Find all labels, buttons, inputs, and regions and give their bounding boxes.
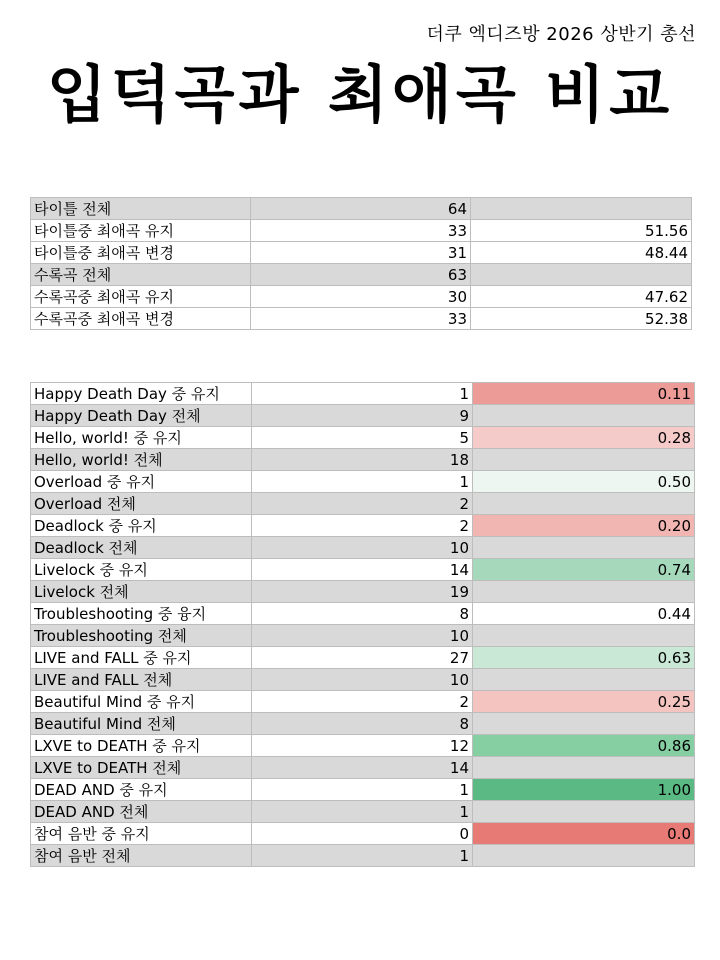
album-ratio: [473, 405, 695, 427]
album-ratio: [473, 581, 695, 603]
album-count: 0: [252, 823, 473, 845]
album-row: [31, 647, 695, 669]
album-count: 1: [252, 471, 473, 493]
album-count: 18: [252, 449, 473, 471]
page-subtitle: 더쿠 엑디즈방 2026 상반기 총선: [426, 24, 696, 45]
album-label: Beautiful Mind 중 유지: [31, 691, 252, 713]
album-row: [31, 625, 695, 647]
album-ratio: [473, 537, 695, 559]
album-ratio: [473, 625, 695, 647]
album-row: [31, 669, 695, 691]
album-row: [31, 757, 695, 779]
album-label: Deadlock 중 유지: [31, 515, 252, 537]
album-label: Overload 중 유지: [31, 471, 252, 493]
album-count: 27: [252, 647, 473, 669]
album-ratio: 0.74: [473, 559, 695, 581]
album-ratio: [473, 801, 695, 823]
album-label: Happy Death Day 전체: [31, 405, 252, 427]
album-label: Overload 전체: [31, 493, 252, 515]
summary-table: [30, 197, 692, 330]
album-count: 2: [252, 691, 473, 713]
album-ratio: 1.00: [473, 779, 695, 801]
summary-percent: [471, 198, 692, 220]
album-count: 8: [252, 603, 473, 625]
album-count: 14: [252, 757, 473, 779]
album-row: [31, 471, 695, 493]
album-label: Livelock 전체: [31, 581, 252, 603]
album-ratio: [473, 493, 695, 515]
album-ratio: 0.25: [473, 691, 695, 713]
album-count: 1: [252, 801, 473, 823]
album-table: [30, 382, 695, 867]
album-label: LIVE and FALL 전체: [31, 669, 252, 691]
summary-label: 타이틀중 최애곡 유지: [31, 220, 251, 242]
album-row: [31, 735, 695, 757]
album-count: 1: [252, 845, 473, 867]
album-count: 5: [252, 427, 473, 449]
album-label: 참여 음반 전체: [31, 845, 252, 867]
summary-percent: [471, 264, 692, 286]
album-label: DEAD AND 중 유지: [31, 779, 252, 801]
summary-count: 30: [251, 286, 471, 308]
album-ratio: [473, 845, 695, 867]
album-label: Hello, world! 전체: [31, 449, 252, 471]
summary-percent: 52.38: [471, 308, 692, 330]
album-row: [31, 823, 695, 845]
album-row: [31, 383, 695, 405]
summary-row: [31, 286, 692, 308]
album-label: DEAD AND 전체: [31, 801, 252, 823]
summary-row: [31, 220, 692, 242]
summary-percent: 51.56: [471, 220, 692, 242]
album-count: 14: [252, 559, 473, 581]
summary-label: 타이틀 전체: [31, 198, 251, 220]
summary-count: 31: [251, 242, 471, 264]
album-row: [31, 405, 695, 427]
album-ratio: 0.44: [473, 603, 695, 625]
album-row: [31, 691, 695, 713]
summary-percent: 48.44: [471, 242, 692, 264]
album-label: Happy Death Day 중 유지: [31, 383, 252, 405]
album-label: LXVE to DEATH 전체: [31, 757, 252, 779]
album-row: [31, 449, 695, 471]
album-label: LXVE to DEATH 중 유지: [31, 735, 252, 757]
album-row: [31, 493, 695, 515]
album-label: Livelock 중 유지: [31, 559, 252, 581]
album-ratio: [473, 713, 695, 735]
album-ratio: 0.11: [473, 383, 695, 405]
album-ratio: [473, 669, 695, 691]
album-ratio: [473, 449, 695, 471]
summary-row: [31, 308, 692, 330]
album-ratio: 0.20: [473, 515, 695, 537]
album-ratio: [473, 757, 695, 779]
album-row: [31, 603, 695, 625]
album-ratio: 0.28: [473, 427, 695, 449]
album-ratio: 0.0: [473, 823, 695, 845]
album-row: [31, 559, 695, 581]
album-label: Hello, world! 중 유지: [31, 427, 252, 449]
album-count: 9: [252, 405, 473, 427]
album-count: 8: [252, 713, 473, 735]
album-row: [31, 779, 695, 801]
album-row: [31, 713, 695, 735]
summary-label: 수록곡중 최애곡 유지: [31, 286, 251, 308]
album-count: 12: [252, 735, 473, 757]
album-row: [31, 801, 695, 823]
summary-count: 33: [251, 220, 471, 242]
summary-label: 수록곡중 최애곡 변경: [31, 308, 251, 330]
summary-row: [31, 264, 692, 286]
summary-row: [31, 242, 692, 264]
summary-count: 64: [251, 198, 471, 220]
album-row: [31, 427, 695, 449]
summary-label: 수록곡 전체: [31, 264, 251, 286]
album-count: 10: [252, 625, 473, 647]
page-title: 입덕곡과 최애곡 비교: [46, 58, 674, 131]
album-count: 2: [252, 493, 473, 515]
summary-label: 타이틀중 최애곡 변경: [31, 242, 251, 264]
album-count: 10: [252, 537, 473, 559]
album-count: 19: [252, 581, 473, 603]
summary-count: 33: [251, 308, 471, 330]
album-row: [31, 581, 695, 603]
album-count: 2: [252, 515, 473, 537]
album-label: 참여 음반 중 유지: [31, 823, 252, 845]
summary-percent: 47.62: [471, 286, 692, 308]
album-count: 1: [252, 383, 473, 405]
album-label: Troubleshooting 전체: [31, 625, 252, 647]
album-ratio: 0.86: [473, 735, 695, 757]
album-label: Troubleshooting 중 융지: [31, 603, 252, 625]
album-count: 10: [252, 669, 473, 691]
album-ratio: 0.63: [473, 647, 695, 669]
album-label: LIVE and FALL 중 유지: [31, 647, 252, 669]
album-label: Beautiful Mind 전체: [31, 713, 252, 735]
album-row: [31, 537, 695, 559]
summary-count: 63: [251, 264, 471, 286]
album-ratio: 0.50: [473, 471, 695, 493]
album-row: [31, 845, 695, 867]
summary-row: [31, 198, 692, 220]
album-row: [31, 515, 695, 537]
album-label: Deadlock 전체: [31, 537, 252, 559]
album-count: 1: [252, 779, 473, 801]
